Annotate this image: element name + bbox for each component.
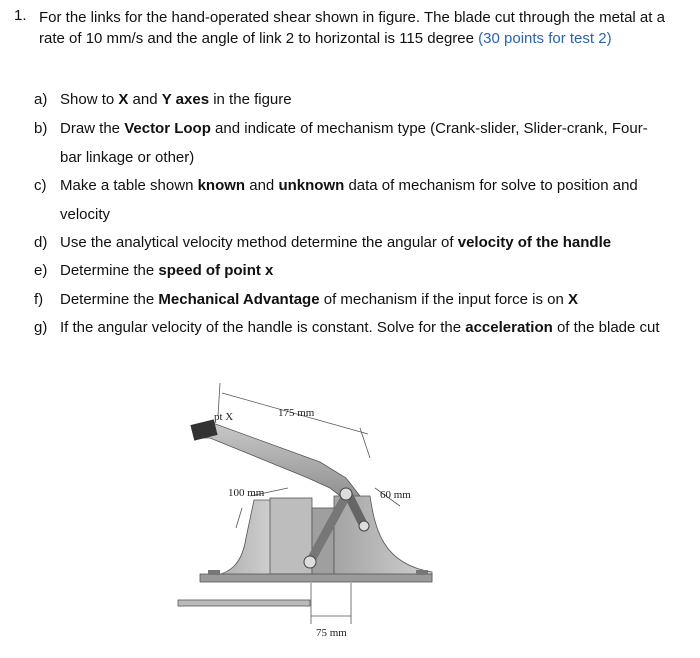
- points-note: (30 points for test 2): [478, 30, 612, 47]
- item-label: g): [34, 319, 48, 336]
- label-pt-x: pt X: [214, 411, 234, 423]
- item-label: e): [34, 262, 48, 279]
- dimension-75mm: 75 mm: [316, 627, 347, 639]
- item-text: Make a table shown known and unknown data of mechanism for solve to position and velocity: [60, 177, 638, 223]
- dimension-100mm: 100 mm: [228, 487, 265, 499]
- problem-statement: [39, 7, 679, 49]
- shear-mechanism-figure: [170, 378, 450, 653]
- statement-text: For the links for the hand-operated shear shown in figure. The blade cut through the metal at a rate of 10 mm/s and the angle of link 2 to horizontal is 115 degree: [39, 9, 665, 47]
- item-text: Use the analytical velocity method determine the angular of velocity of the handle: [60, 234, 612, 251]
- item-text: Draw the Vector Loop and indicate of mechanism type (Crank-slider, Slider-crank, Four-bar linkage or other): [60, 120, 648, 166]
- problem-number: 1.: [14, 7, 27, 24]
- item-text: Show to X and Y axes in the figure: [60, 91, 292, 108]
- item-label: c): [34, 177, 47, 194]
- dimension-60mm: 60 mm: [380, 489, 411, 501]
- handle-link: [190, 419, 360, 502]
- item-text: If the angular velocity of the handle is constant. Solve for the acceleration of the blade cut: [60, 319, 660, 336]
- item-label: d): [34, 234, 48, 251]
- pin-icon: [304, 556, 316, 568]
- shear-diagram: [170, 378, 450, 653]
- item-label: a): [34, 91, 48, 108]
- item-label: f): [34, 291, 44, 308]
- frame-body: [200, 496, 432, 582]
- pin-icon: [340, 488, 352, 500]
- item-text: Determine the Mechanical Advantage of mechanism if the input force is on X: [60, 291, 579, 308]
- pin-icon: [359, 521, 369, 531]
- item-label: b): [34, 120, 48, 137]
- dimension-175mm: 175 mm: [278, 407, 315, 419]
- item-text: Determine the speed of point x: [60, 262, 274, 279]
- workpiece: [178, 600, 310, 606]
